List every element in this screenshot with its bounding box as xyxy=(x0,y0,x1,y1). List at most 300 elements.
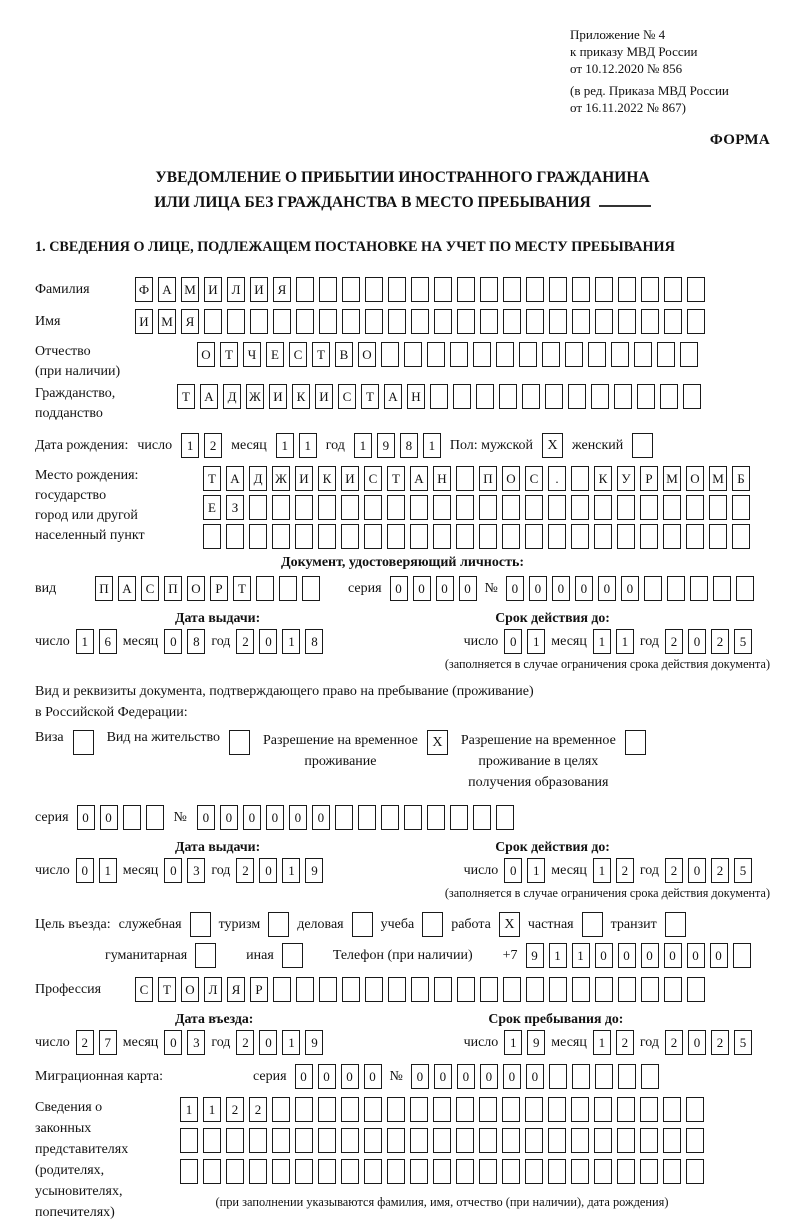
cell[interactable] xyxy=(318,524,336,549)
cell[interactable]: Е xyxy=(203,495,221,520)
cell[interactable] xyxy=(319,309,337,334)
cell[interactable]: 0 xyxy=(390,576,408,601)
cell[interactable] xyxy=(618,309,636,334)
patronymic-cells[interactable] xyxy=(197,342,698,367)
cell[interactable]: А xyxy=(158,277,176,302)
cell[interactable] xyxy=(256,576,274,601)
cell[interactable] xyxy=(342,977,360,1002)
stay-year-cells[interactable] xyxy=(665,1030,752,1055)
cell[interactable]: С xyxy=(338,384,356,409)
cell[interactable]: 9 xyxy=(305,858,323,883)
cell[interactable] xyxy=(640,524,658,549)
cell[interactable] xyxy=(203,1128,221,1153)
cell[interactable]: В xyxy=(335,342,353,367)
cell[interactable]: 1 xyxy=(99,858,117,883)
cell[interactable]: К xyxy=(594,466,612,491)
cell[interactable] xyxy=(733,943,751,968)
purpose-work-checkbox[interactable]: X xyxy=(499,912,520,937)
birthplace-cells-row1[interactable] xyxy=(203,466,750,491)
doc-number-cells[interactable] xyxy=(506,576,754,601)
cell[interactable]: И xyxy=(295,466,313,491)
cell[interactable] xyxy=(503,977,521,1002)
cell[interactable] xyxy=(227,309,245,334)
cell[interactable] xyxy=(549,277,567,302)
cell[interactable] xyxy=(479,1097,497,1122)
cell[interactable] xyxy=(686,1097,704,1122)
cell[interactable] xyxy=(411,309,429,334)
cell[interactable] xyxy=(617,1159,635,1184)
cell[interactable] xyxy=(594,1128,612,1153)
cell[interactable] xyxy=(709,495,727,520)
cell[interactable] xyxy=(456,1159,474,1184)
cell[interactable] xyxy=(273,309,291,334)
cell[interactable]: М xyxy=(158,309,176,334)
given-name-cells[interactable] xyxy=(135,309,705,334)
cell[interactable] xyxy=(503,277,521,302)
cell[interactable]: 1 xyxy=(504,1030,522,1055)
cell[interactable] xyxy=(618,277,636,302)
cell[interactable] xyxy=(410,1097,428,1122)
cell[interactable] xyxy=(549,309,567,334)
cell[interactable] xyxy=(526,309,544,334)
cell[interactable]: Т xyxy=(220,342,238,367)
cell[interactable] xyxy=(499,384,517,409)
cell[interactable] xyxy=(342,277,360,302)
cell[interactable] xyxy=(273,977,291,1002)
cell[interactable]: П xyxy=(164,576,182,601)
cell[interactable]: 0 xyxy=(506,576,524,601)
cell[interactable] xyxy=(526,977,544,1002)
cell[interactable]: 2 xyxy=(76,1030,94,1055)
cell[interactable] xyxy=(319,977,337,1002)
cell[interactable]: 9 xyxy=(377,433,395,458)
cell[interactable] xyxy=(686,495,704,520)
temp-residence-edu-checkbox[interactable] xyxy=(625,730,646,755)
cell[interactable]: 0 xyxy=(436,576,454,601)
cell[interactable]: 2 xyxy=(249,1097,267,1122)
cell[interactable] xyxy=(249,1159,267,1184)
cell[interactable]: 1 xyxy=(527,858,545,883)
cell[interactable] xyxy=(686,1159,704,1184)
cell[interactable]: 0 xyxy=(688,1030,706,1055)
cell[interactable] xyxy=(640,1159,658,1184)
cell[interactable]: Ж xyxy=(272,466,290,491)
cell[interactable] xyxy=(548,1159,566,1184)
cell[interactable] xyxy=(480,309,498,334)
cell[interactable] xyxy=(480,277,498,302)
cell[interactable] xyxy=(496,805,514,830)
cell[interactable]: И xyxy=(250,277,268,302)
cell[interactable] xyxy=(683,384,701,409)
cell[interactable] xyxy=(404,805,422,830)
birthplace-cells-row3[interactable] xyxy=(203,524,750,549)
cell[interactable] xyxy=(640,1128,658,1153)
purpose-official-checkbox[interactable] xyxy=(190,912,211,937)
cell[interactable]: Т xyxy=(233,576,251,601)
cell[interactable] xyxy=(548,1097,566,1122)
cell[interactable]: 0 xyxy=(618,943,636,968)
cell[interactable]: Т xyxy=(158,977,176,1002)
cell[interactable]: 2 xyxy=(616,1030,634,1055)
cell[interactable]: 0 xyxy=(710,943,728,968)
cell[interactable]: О xyxy=(686,466,704,491)
cell[interactable]: 1 xyxy=(593,858,611,883)
cell[interactable] xyxy=(663,495,681,520)
cell[interactable]: 0 xyxy=(100,805,118,830)
cell[interactable]: 0 xyxy=(413,576,431,601)
cell[interactable] xyxy=(525,495,543,520)
cell[interactable] xyxy=(342,309,360,334)
cell[interactable] xyxy=(456,495,474,520)
cell[interactable]: А xyxy=(410,466,428,491)
cell[interactable] xyxy=(594,1159,612,1184)
cell[interactable] xyxy=(434,977,452,1002)
cell[interactable] xyxy=(571,1159,589,1184)
cell[interactable] xyxy=(525,524,543,549)
purpose-study-checkbox[interactable] xyxy=(422,912,443,937)
cell[interactable] xyxy=(687,977,705,1002)
cell[interactable]: 2 xyxy=(711,629,729,654)
cell[interactable]: Я xyxy=(181,309,199,334)
cell[interactable] xyxy=(479,1128,497,1153)
cell[interactable] xyxy=(358,805,376,830)
cell[interactable]: 0 xyxy=(575,576,593,601)
cell[interactable]: 0 xyxy=(364,1064,382,1089)
permit-issue-day-cells[interactable] xyxy=(76,858,117,883)
cell[interactable]: Л xyxy=(204,977,222,1002)
cell[interactable]: 0 xyxy=(504,629,522,654)
cell[interactable]: 0 xyxy=(164,629,182,654)
cell[interactable]: 0 xyxy=(295,1064,313,1089)
cell[interactable]: 9 xyxy=(526,943,544,968)
cell[interactable]: 2 xyxy=(204,433,222,458)
cell[interactable] xyxy=(226,524,244,549)
cell[interactable] xyxy=(433,524,451,549)
cell[interactable] xyxy=(591,384,609,409)
purpose-tourism-checkbox[interactable] xyxy=(268,912,289,937)
cell[interactable] xyxy=(548,524,566,549)
cell[interactable] xyxy=(480,977,498,1002)
cell[interactable] xyxy=(479,524,497,549)
cell[interactable] xyxy=(644,576,662,601)
cell[interactable] xyxy=(427,805,445,830)
cell[interactable] xyxy=(204,309,222,334)
birthplace-cells-row2[interactable] xyxy=(203,495,750,520)
cell[interactable]: А xyxy=(118,576,136,601)
cell[interactable] xyxy=(502,1159,520,1184)
cell[interactable]: 0 xyxy=(687,943,705,968)
cell[interactable] xyxy=(296,277,314,302)
cell[interactable] xyxy=(525,1159,543,1184)
cell[interactable]: 3 xyxy=(187,858,205,883)
cell[interactable] xyxy=(457,309,475,334)
cell[interactable]: 0 xyxy=(243,805,261,830)
cell[interactable]: С xyxy=(525,466,543,491)
cell[interactable] xyxy=(617,524,635,549)
cell[interactable] xyxy=(272,1159,290,1184)
cell[interactable]: 0 xyxy=(688,858,706,883)
cell[interactable] xyxy=(525,1128,543,1153)
cell[interactable] xyxy=(594,524,612,549)
cell[interactable]: Т xyxy=(387,466,405,491)
cell[interactable]: Д xyxy=(249,466,267,491)
cell[interactable] xyxy=(571,495,589,520)
entry-year-cells[interactable] xyxy=(236,1030,323,1055)
cell[interactable] xyxy=(450,342,468,367)
cell[interactable] xyxy=(657,342,675,367)
cell[interactable]: С xyxy=(289,342,307,367)
cell[interactable]: 0 xyxy=(457,1064,475,1089)
cell[interactable] xyxy=(526,277,544,302)
cell[interactable] xyxy=(617,495,635,520)
cell[interactable]: 5 xyxy=(734,858,752,883)
phone-cells[interactable] xyxy=(526,943,751,968)
cell[interactable]: 0 xyxy=(164,858,182,883)
permit-series-cells[interactable] xyxy=(77,805,164,830)
cell[interactable] xyxy=(572,309,590,334)
cell[interactable] xyxy=(686,1128,704,1153)
cell[interactable]: Т xyxy=(203,466,221,491)
cell[interactable] xyxy=(588,342,606,367)
cell[interactable]: А xyxy=(384,384,402,409)
cell[interactable] xyxy=(319,277,337,302)
cell[interactable]: Ч xyxy=(243,342,261,367)
cell[interactable] xyxy=(381,342,399,367)
cell[interactable]: Б xyxy=(732,466,750,491)
cell[interactable]: Т xyxy=(312,342,330,367)
cell[interactable] xyxy=(433,1128,451,1153)
cell[interactable] xyxy=(364,1097,382,1122)
cell[interactable] xyxy=(433,1097,451,1122)
cell[interactable]: 2 xyxy=(711,858,729,883)
cell[interactable]: 1 xyxy=(593,1030,611,1055)
cell[interactable]: И xyxy=(341,466,359,491)
cell[interactable] xyxy=(732,495,750,520)
residence-permit-checkbox[interactable] xyxy=(229,730,250,755)
cell[interactable]: 1 xyxy=(616,629,634,654)
permit-expiry-month-cells[interactable] xyxy=(593,858,634,883)
cell[interactable] xyxy=(318,1097,336,1122)
cell[interactable] xyxy=(295,1159,313,1184)
cell[interactable] xyxy=(640,1097,658,1122)
cell[interactable] xyxy=(453,384,471,409)
cell[interactable]: М xyxy=(181,277,199,302)
cell[interactable] xyxy=(296,977,314,1002)
entry-day-cells[interactable] xyxy=(76,1030,117,1055)
cell[interactable] xyxy=(341,1159,359,1184)
cell[interactable] xyxy=(503,309,521,334)
cell[interactable] xyxy=(450,805,468,830)
cell[interactable]: 1 xyxy=(180,1097,198,1122)
cell[interactable] xyxy=(680,342,698,367)
cell[interactable] xyxy=(457,977,475,1002)
cell[interactable] xyxy=(595,1064,613,1089)
visa-checkbox[interactable] xyxy=(73,730,94,755)
sex-male-checkbox[interactable]: X xyxy=(542,433,563,458)
cell[interactable] xyxy=(663,1159,681,1184)
cell[interactable] xyxy=(663,524,681,549)
cell[interactable] xyxy=(549,977,567,1002)
permit-expiry-year-cells[interactable] xyxy=(665,858,752,883)
purpose-business-checkbox[interactable] xyxy=(352,912,373,937)
cell[interactable]: 8 xyxy=(187,629,205,654)
cell[interactable] xyxy=(595,309,613,334)
cell[interactable] xyxy=(272,524,290,549)
cell[interactable] xyxy=(641,309,659,334)
cell[interactable] xyxy=(456,1128,474,1153)
cell[interactable] xyxy=(249,524,267,549)
cell[interactable]: 0 xyxy=(289,805,307,830)
cell[interactable] xyxy=(249,495,267,520)
cell[interactable] xyxy=(502,524,520,549)
cell[interactable]: 0 xyxy=(164,1030,182,1055)
temp-residence-checkbox[interactable]: X xyxy=(427,730,448,755)
cell[interactable] xyxy=(146,805,164,830)
cell[interactable]: 0 xyxy=(220,805,238,830)
cell[interactable] xyxy=(410,524,428,549)
cell[interactable] xyxy=(687,277,705,302)
cell[interactable] xyxy=(664,977,682,1002)
cell[interactable]: 2 xyxy=(665,1030,683,1055)
cell[interactable] xyxy=(664,277,682,302)
cell[interactable] xyxy=(641,1064,659,1089)
cell[interactable] xyxy=(663,1097,681,1122)
cell[interactable] xyxy=(272,495,290,520)
cell[interactable] xyxy=(226,1159,244,1184)
cell[interactable] xyxy=(548,1128,566,1153)
cell[interactable] xyxy=(318,1128,336,1153)
cell[interactable] xyxy=(525,1097,543,1122)
dob-day-cells[interactable] xyxy=(181,433,222,458)
cell[interactable] xyxy=(341,524,359,549)
cell[interactable]: Р xyxy=(250,977,268,1002)
cell[interactable]: 0 xyxy=(434,1064,452,1089)
cell[interactable]: 0 xyxy=(529,576,547,601)
doc-issue-month-cells[interactable] xyxy=(164,629,205,654)
cell[interactable] xyxy=(272,1097,290,1122)
cell[interactable] xyxy=(433,495,451,520)
cell[interactable]: 0 xyxy=(598,576,616,601)
cell[interactable] xyxy=(388,977,406,1002)
cell[interactable] xyxy=(548,495,566,520)
cell[interactable] xyxy=(660,384,678,409)
cell[interactable] xyxy=(709,524,727,549)
cell[interactable] xyxy=(434,309,452,334)
dob-year-cells[interactable] xyxy=(354,433,441,458)
permit-issue-month-cells[interactable] xyxy=(164,858,205,883)
stay-day-cells[interactable] xyxy=(504,1030,545,1055)
cell[interactable] xyxy=(637,384,655,409)
cell[interactable]: 2 xyxy=(665,858,683,883)
cell[interactable]: 0 xyxy=(459,576,477,601)
cell[interactable]: 1 xyxy=(423,433,441,458)
permit-expiry-day-cells[interactable] xyxy=(504,858,545,883)
cell[interactable]: 2 xyxy=(711,1030,729,1055)
citizenship-cells[interactable] xyxy=(177,384,701,409)
cell[interactable]: 2 xyxy=(236,858,254,883)
cell[interactable] xyxy=(571,466,589,491)
cell[interactable] xyxy=(519,342,537,367)
cell[interactable] xyxy=(318,1159,336,1184)
stay-month-cells[interactable] xyxy=(593,1030,634,1055)
cell[interactable]: К xyxy=(318,466,336,491)
cell[interactable] xyxy=(272,1128,290,1153)
cell[interactable] xyxy=(341,495,359,520)
purpose-transit-checkbox[interactable] xyxy=(665,912,686,937)
cell[interactable]: 0 xyxy=(76,858,94,883)
cell[interactable]: 0 xyxy=(480,1064,498,1089)
cell[interactable]: 6 xyxy=(99,629,117,654)
cell[interactable] xyxy=(686,524,704,549)
cell[interactable]: 0 xyxy=(318,1064,336,1089)
cell[interactable] xyxy=(614,384,632,409)
cell[interactable]: 0 xyxy=(504,858,522,883)
cell[interactable]: О xyxy=(181,977,199,1002)
doc-series-cells[interactable] xyxy=(390,576,477,601)
purpose-humanitarian-checkbox[interactable] xyxy=(195,943,216,968)
cell[interactable] xyxy=(687,309,705,334)
cell[interactable] xyxy=(634,342,652,367)
cell[interactable]: 1 xyxy=(282,858,300,883)
cell[interactable] xyxy=(572,1064,590,1089)
cell[interactable] xyxy=(594,1097,612,1122)
cell[interactable]: 0 xyxy=(595,943,613,968)
cell[interactable]: И xyxy=(269,384,287,409)
cell[interactable]: 0 xyxy=(77,805,95,830)
doc-expiry-day-cells[interactable] xyxy=(504,629,545,654)
cell[interactable] xyxy=(572,277,590,302)
cell[interactable] xyxy=(427,342,445,367)
migration-number-cells[interactable] xyxy=(411,1064,659,1089)
cell[interactable] xyxy=(180,1128,198,1153)
cell[interactable]: Н xyxy=(433,466,451,491)
cell[interactable] xyxy=(318,495,336,520)
cell[interactable] xyxy=(545,384,563,409)
cell[interactable]: 0 xyxy=(341,1064,359,1089)
cell[interactable]: 1 xyxy=(76,629,94,654)
cell[interactable] xyxy=(387,1097,405,1122)
cell[interactable] xyxy=(565,342,583,367)
cell[interactable]: 2 xyxy=(616,858,634,883)
cell[interactable]: 0 xyxy=(411,1064,429,1089)
representatives-cells-row1[interactable] xyxy=(180,1097,704,1122)
cell[interactable]: 0 xyxy=(259,1030,277,1055)
cell[interactable]: 0 xyxy=(688,629,706,654)
cell[interactable]: Н xyxy=(407,384,425,409)
cell[interactable]: 1 xyxy=(354,433,372,458)
entry-month-cells[interactable] xyxy=(164,1030,205,1055)
cell[interactable] xyxy=(641,977,659,1002)
cell[interactable]: Т xyxy=(177,384,195,409)
cell[interactable] xyxy=(502,1128,520,1153)
cell[interactable] xyxy=(365,277,383,302)
cell[interactable]: О xyxy=(187,576,205,601)
cell[interactable]: 1 xyxy=(527,629,545,654)
cell[interactable]: 2 xyxy=(236,1030,254,1055)
purpose-other-checkbox[interactable] xyxy=(282,943,303,968)
cell[interactable] xyxy=(456,524,474,549)
cell[interactable]: К xyxy=(292,384,310,409)
cell[interactable]: 2 xyxy=(236,629,254,654)
cell[interactable] xyxy=(388,309,406,334)
cell[interactable]: 1 xyxy=(203,1097,221,1122)
sex-female-checkbox[interactable] xyxy=(632,433,653,458)
cell[interactable] xyxy=(568,384,586,409)
cell[interactable] xyxy=(410,495,428,520)
cell[interactable]: П xyxy=(95,576,113,601)
cell[interactable] xyxy=(302,576,320,601)
cell[interactable] xyxy=(364,1159,382,1184)
